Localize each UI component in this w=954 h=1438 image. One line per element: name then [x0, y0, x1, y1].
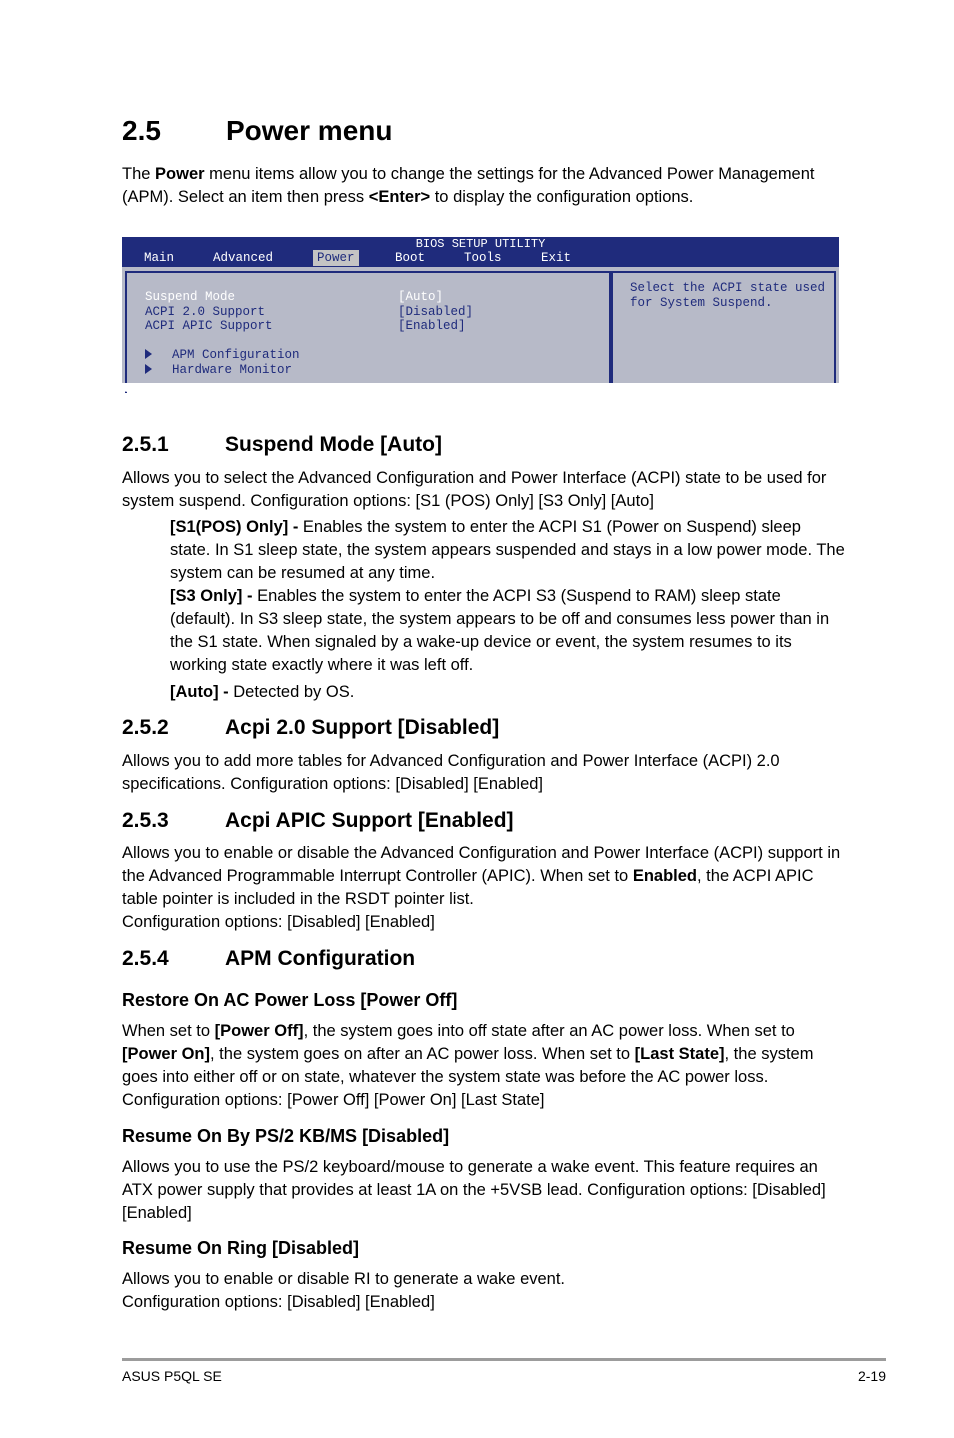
bios-value-acpi20: [Disabled] [398, 305, 474, 319]
s252-body: Allows you to add more tables for Advanced Configuration and Power Interface (ACPI) 2.0 specifications. Configuration options: [Disabled] [Enabled] [122, 752, 780, 793]
bios-item-acpi-apic[interactable]: ACPI APIC Support [145, 319, 273, 333]
bios-menu-tools[interactable]: Tools [464, 251, 502, 265]
bios-menu-advanced[interactable]: Advanced [213, 251, 274, 265]
bios-screenshot [122, 237, 839, 412]
submenu-arrow-icon [145, 364, 152, 374]
bios-value-suspend-mode: [Auto] [398, 290, 444, 304]
s253-body: Allows you to enable or disable the Advanced Configuration and Power Interface (ACPI) support in the Advanced Programmable Interrupt Controller (APIC). When set to Enabled, the ACPI APIC table pointer is included in the RSDT pointer list. Configuration options: [Disabled] [Enabled] [122, 844, 841, 931]
bios-submenu-apm[interactable]: APM Configuration [172, 348, 300, 362]
bios-menu-bar [122, 250, 839, 266]
heading-2-5-4: 2.5.4 APM Configuration [122, 947, 416, 970]
s251-option-auto: [Auto] - Detected by OS. [170, 683, 355, 701]
bios-item-suspend-mode[interactable]: Suspend Mode [145, 290, 236, 304]
torn-edge [122, 383, 839, 412]
submenu-arrow-icon [145, 349, 152, 359]
heading-2-5-2: 2.5.2 Acpi 2.0 Support [Disabled] [122, 716, 500, 739]
bios-title: BIOS SETUP UTILITY [415, 237, 546, 251]
bios-item-acpi20[interactable]: ACPI 2.0 Support [145, 305, 266, 319]
footer-page-number: 2-19 [857, 1368, 886, 1384]
heading-2-5-3: 2.5.3 Acpi APIC Support [Enabled] [122, 809, 514, 832]
heading-2-5-1: 2.5.1 Suspend Mode [Auto] [122, 433, 442, 456]
bios-menu-boot[interactable]: Boot [395, 251, 426, 265]
heading-resume-ps2: Resume On By PS/2 KB/MS [Disabled] [122, 1126, 450, 1146]
footer-divider [122, 1358, 886, 1361]
s251-body: Allows you to select the Advanced Configuration and Power Interface (ACPI) state to be used for system suspend. Configuration options: [S1 (POS) Only] [S3 Only] [Auto] [122, 469, 827, 510]
resume-ps2-body: Allows you to use the PS/2 keyboard/mouse to generate a wake event. This feature requires an ATX power supply that provides at least 1A on the +5VSB lead. Configuration options: [Disabled] [Enabled] [122, 1158, 826, 1222]
resume-ring-body: Allows you to enable or disable RI to generate a wake event. Configuration options: [Disabled] [Enabled] [122, 1270, 566, 1311]
s251-option-s1: [S1(POS) Only] - Enables the system to enter the ACPI S1 (Power on Suspend) sleep state. In S1 sleep state, the system appears suspended and stays in a low power mode. The system can be resumed at any time. [170, 518, 845, 582]
bios-help-text: Select the ACPI state used for System Suspend. [630, 281, 826, 310]
bios-menu-exit[interactable]: Exit [541, 251, 572, 265]
page-title: 2.5 Power menu [122, 115, 393, 146]
bios-menu-main[interactable]: Main [144, 251, 175, 265]
bios-submenu-hardware-monitor[interactable]: Hardware Monitor [172, 363, 293, 377]
restore-ac-power-loss-body: When set to [Power Off], the system goes into off state after an AC power loss. When set to [Power On], the system goes on after an AC power loss. When set to [Last State], the system goes into either off or on state, whatever the system state was before the AC power loss. Configuration options: [Power Off] [Power On] [Last State] [122, 1022, 814, 1109]
footer-product: ASUS P5QL SE [122, 1368, 222, 1384]
heading-resume-ring: Resume On Ring [Disabled] [122, 1238, 360, 1258]
bios-value-acpi-apic: [Enabled] [398, 319, 466, 333]
intro-paragraph: The Power menu items allow you to change the settings for the Advanced Power Management (APM). Select an item then press <Enter> to display the configuration options. [122, 165, 815, 206]
heading-restore-ac-power-loss: Restore On AC Power Loss [Power Off] [122, 990, 458, 1010]
s251-option-s3: [S3 Only] - Enables the system to enter the ACPI S3 (Suspend to RAM) sleep state (default). In S3 sleep state, the system appears to be off and consumes less power than in the S1 state. When signaled by a wake-up device or event, the system resumes to its working state exactly where it was left off. [170, 587, 830, 674]
bios-menu-power[interactable]: Power [313, 250, 359, 266]
